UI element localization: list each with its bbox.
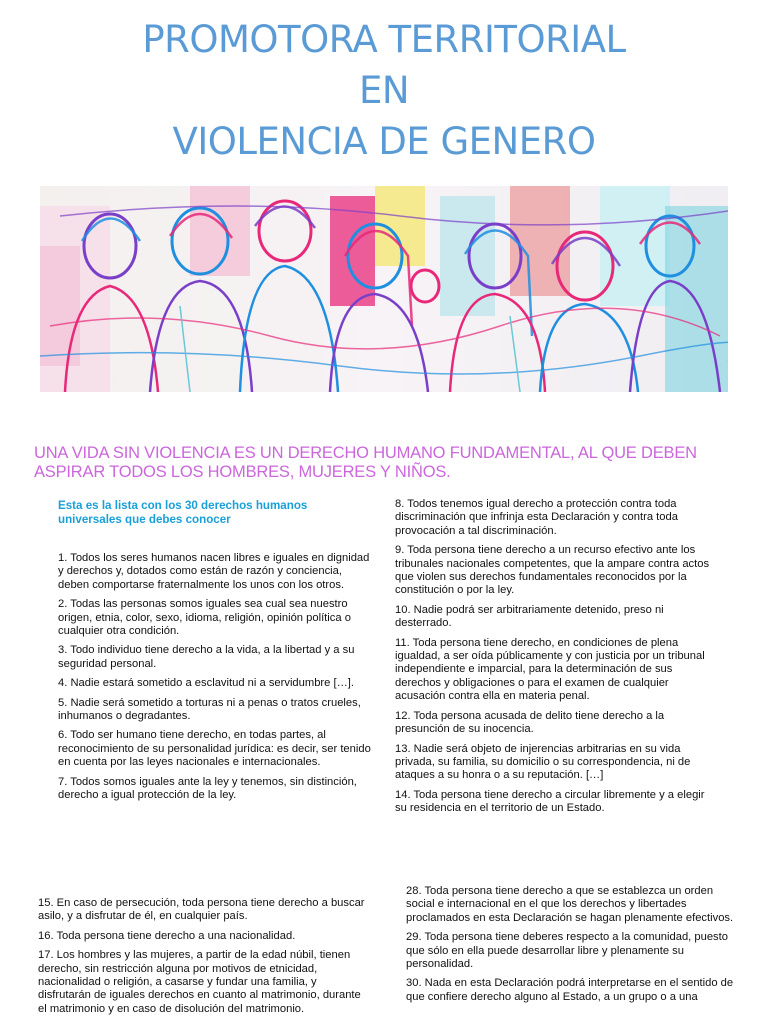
rights-column-bottom-right (406, 885, 738, 1010)
list-item: 8. Todos tenemos igual derecho a protección contra toda discriminación que infrinja esta Declaración y contra toda provocación a tal discriminación. (395, 498, 678, 537)
rights-column-top-left (58, 552, 376, 809)
list-item: 2. Todas las personas somos iguales sea cual sea nuestro origen, etnia, color, sexo, idioma, religión, opinión política o cualquier otra condición. (58, 598, 351, 638)
list-item: 6. Todo ser humano tiene derecho, en todas partes, al reconocimiento de su personalidad jurídica: es decir, ser tenido en cuenta por las leyes nacionales e internacionales. (58, 729, 371, 769)
list-item: 9. Toda persona tiene derecho a un recurso efectivo ante los tribunales nacionales competentes, que la ampare contra actos que violen sus derechos fundamentales reconocidos por la constitución o por la ley. (395, 544, 710, 597)
rights-column-top-right (395, 498, 713, 822)
page-title (0, 14, 768, 167)
rights-column-bottom-left (38, 897, 370, 1022)
title-line-2: EN (358, 69, 410, 112)
list-item: 5. Nadie será sometido a torturas ni a penas o tratos crueles, inhumanos o degradantes. (58, 696, 361, 723)
rights-intro: Esta es la lista con los 30 derechos humanos universales que debes conocer (58, 499, 308, 526)
hero-illustration (40, 186, 728, 392)
list-item: 7. Todos somos iguales ante la ley y tenemos, sin distinción, derecho a igual protección de la ley. (58, 775, 357, 802)
list-item: 28. Toda persona tiene derecho a que se establezca un orden social e internacional en el que los derechos y libertades proclamados en esta Declaración se hagan plenamente efectivos. (406, 885, 734, 924)
list-item: 10. Nadie podrá ser arbitrariamente detenido, preso ni desterrado. (395, 603, 664, 630)
list-item: 15. En caso de persecución, toda persona tiene derecho a buscar asilo, y a disfrutar de él, en cualquier país. (38, 897, 365, 923)
list-item: 12. Toda persona acusada de delito tiene derecho a la presunción de su inocencia. (395, 709, 665, 736)
list-item: 11. Toda persona tiene derecho, en condiciones de plena igualdad, a ser oída públicamente y con justicia por un tribunal independiente e imparcial, para la determinación de sus derechos y obligaciones o para el examen de cualquier acusación contra ella en materia penal. (395, 636, 705, 703)
list-item: 4. Nadie estará sometido a esclavitud ni a servidumbre […]. (58, 677, 354, 690)
list-item: 14. Toda persona tiene derecho a circular libremente y a elegir su residencia en el territorio de un Estado. (395, 788, 705, 815)
list-item: 13. Nadie será objeto de injerencias arbitrarias en su vida privada, su familia, su domicilio o su correspondencia, ni de ataques a su honra o a su reputación. […] (395, 742, 691, 782)
list-item: 17. Los hombres y las mujeres, a partir de la edad núbil, tienen derecho, sin restricción alguna por motivos de etnicidad, nacionalidad o religión, a casarse y fundar una familia, y disfrutarán de iguales derechos en cuanto al matrimonio, durante el matrimonio y en caso de disolución del matrimonio. (38, 949, 361, 1015)
watercolor-people-illustration-icon (40, 186, 728, 392)
title-line-1: PROMOTORA TERRITORIAL (142, 18, 626, 61)
list-item: 3. Todo individuo tiene derecho a la vida, a la libertad y a su seguridad personal. (58, 644, 355, 670)
list-item: 1. Todos los seres humanos nacen libres e iguales en dignidad y derechos y, dotados como están de razón y conciencia, deben comportarse fraternalmente los unos con los otros. (58, 552, 370, 591)
slogan: UNA VIDA SIN VIOLENCIA ES UN DERECHO HUMANO FUNDAMENTAL, AL QUE DEBEN ASPIRAR TODOS LOS HOMBRES, MUJERES Y NIÑOS. (34, 444, 697, 481)
list-item: 30. Nada en esta Declaración podrá interpretarse en el sentido de que confiere derecho alguno al Estado, a un grupo o a una (406, 977, 734, 1003)
title-line-3: VIOLENCIA DE GENERO (172, 120, 596, 163)
list-item: 16. Toda persona tiene derecho a una nacionalidad. (38, 929, 296, 942)
list-item: 29. Toda persona tiene deberes respecto a la comunidad, puesto que sólo en ella puede desarrollar libre y plenamente su personalidad. (406, 931, 728, 971)
